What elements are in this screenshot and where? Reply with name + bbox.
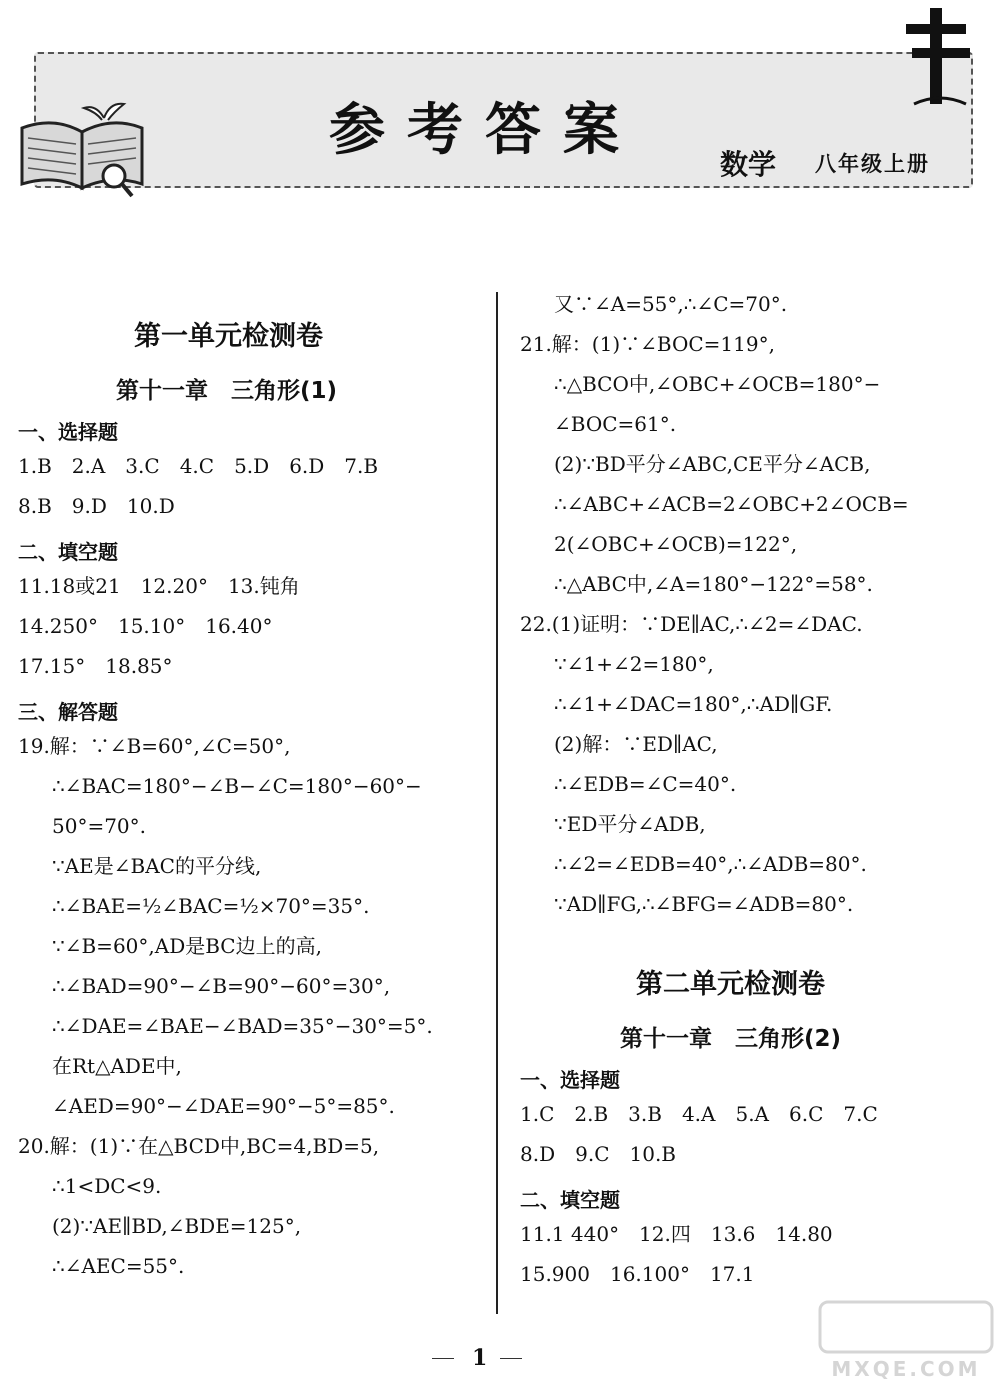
answer-line: ∴∠BAC=180°−∠B−∠C=180°−60°− xyxy=(52,774,422,798)
chapter-title: 第十一章 三角形(2) xyxy=(620,1026,842,1052)
answer-line: ∵∠1+∠2=180°, xyxy=(554,652,714,676)
answer-line: ∴∠BAE=½∠BAC=½×70°=35°. xyxy=(52,894,370,918)
answer-line: ∴△BCO中,∠OBC+∠OCB=180°− xyxy=(554,372,881,396)
answer-line: 17.15° 18.85° xyxy=(18,654,173,678)
page-number: 1 xyxy=(472,1345,488,1371)
answer-line: ∴△ABC中,∠A=180°−122°=58°. xyxy=(554,572,873,596)
watermark-logo xyxy=(818,1300,994,1382)
answer-line: 2(∠OBC+∠OCB)=122°, xyxy=(554,532,798,556)
answer-line: ∴∠EDB=∠C=40°. xyxy=(554,772,737,796)
answer-line: 19.解：∵∠B=60°,∠C=50°, xyxy=(18,734,291,758)
answer-line: 15.900 16.100° 17.1 xyxy=(520,1262,755,1286)
page-title: 参考答案 xyxy=(329,98,641,163)
column-divider xyxy=(496,292,498,1314)
answer-line: ∠BOC=61°. xyxy=(554,412,677,436)
answer-line: 11.18或21 12.20° 13.钝角 xyxy=(18,574,300,598)
answer-line: ∴∠2=∠EDB=40°,∴∠ADB=80°. xyxy=(554,852,867,876)
answer-line: ∴∠BAD=90°−∠B=90°−60°=30°, xyxy=(52,974,391,998)
signpost-icon xyxy=(900,8,980,108)
answer-line: (2)∵BD平分∠ABC,CE平分∠ACB, xyxy=(554,452,871,476)
answer-line: 在Rt△ADE中, xyxy=(52,1054,182,1078)
answer-line: ∵AE是∠BAC的平分线, xyxy=(52,854,262,878)
answer-line: 又∵∠A=55°,∴∠C=70°. xyxy=(554,292,788,316)
section-heading: 二、填空题 xyxy=(520,1188,620,1212)
answer-line: ∵ED平分∠ADB, xyxy=(554,812,706,836)
answer-line: ∴∠1+∠DAC=180°,∴AD∥GF. xyxy=(554,692,833,716)
answer-line: (2)解：∵ED∥AC, xyxy=(554,732,718,756)
section-heading: 二、填空题 xyxy=(18,540,118,564)
subject-label: 数学 xyxy=(720,148,777,181)
answer-line: 1.B 2.A 3.C 4.C 5.D 6.D 7.B xyxy=(18,454,379,478)
answer-line: 1.C 2.B 3.B 4.A 5.A 6.C 7.C xyxy=(520,1102,878,1126)
answer-line: 21.解：(1)∵∠BOC=119°, xyxy=(520,332,775,356)
unit-title: 第一单元检测卷 xyxy=(134,321,323,352)
grade-label: 八年级上册 xyxy=(815,152,930,176)
section-heading: 一、选择题 xyxy=(520,1068,620,1092)
answer-line: 22.(1)证明：∵DE∥AC,∴∠2=∠DAC. xyxy=(520,612,863,636)
chapter-title: 第十一章 三角形(1) xyxy=(116,378,338,404)
watermark-text: MXQE.COM xyxy=(831,1357,981,1381)
answer-line: 8.D 9.C 10.B xyxy=(520,1142,677,1166)
answer-line: (2)∵AE∥BD,∠BDE=125°, xyxy=(52,1214,302,1238)
unit-title: 第二单元检测卷 xyxy=(636,969,825,1000)
section-heading: 一、选择题 xyxy=(18,420,118,444)
section-heading: 三、解答题 xyxy=(18,700,118,724)
answer-line: 50°=70°. xyxy=(52,814,147,838)
answer-line: 14.250° 15.10° 16.40° xyxy=(18,614,273,638)
page-number-dash-left xyxy=(432,1358,454,1359)
page-number-dash-right xyxy=(500,1358,522,1359)
answer-line: ∵AD∥FG,∴∠BFG=∠ADB=80°. xyxy=(554,892,854,916)
answer-line: ∴1<DC<9. xyxy=(52,1174,162,1198)
answer-line: ∵∠B=60°,AD是BC边上的高, xyxy=(52,934,322,958)
answer-line: 20.解：(1)∵在△BCD中,BC=4,BD=5, xyxy=(18,1134,380,1158)
answer-line: ∴∠ABC+∠ACB=2∠OBC+2∠OCB= xyxy=(554,492,909,516)
answer-line: 11.1 440° 12.四 13.6 14.80 xyxy=(520,1222,833,1246)
magnifier-icon xyxy=(96,160,136,200)
answer-line: 8.B 9.D 10.D xyxy=(18,494,175,518)
answer-line: ∴∠DAE=∠BAE−∠BAD=35°−30°=5°. xyxy=(52,1014,433,1038)
answer-line: ∴∠AEC=55°. xyxy=(52,1254,185,1278)
answer-line: ∠AED=90°−∠DAE=90°−5°=85°. xyxy=(52,1094,395,1118)
